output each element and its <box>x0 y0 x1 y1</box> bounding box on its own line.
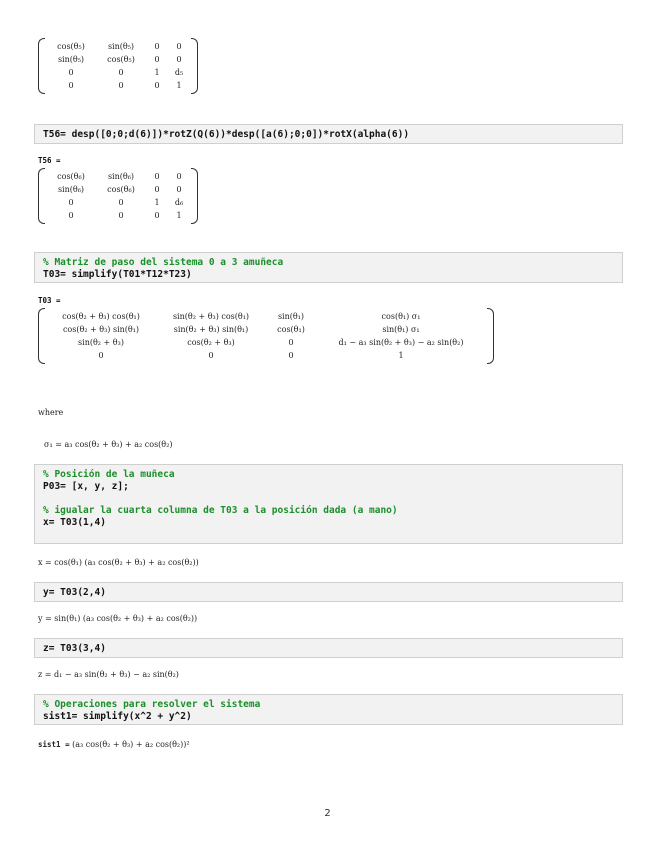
matrix-cell: d₅ <box>174 68 184 77</box>
matrix-cell: 0 <box>68 81 74 90</box>
matrix-row <box>46 170 190 183</box>
matrix-cell: cos(θ₂ + θ₃) sin(θ₁) <box>62 325 140 334</box>
output-sist1 <box>38 740 190 749</box>
code-line: y= T03(2,4) <box>43 587 106 598</box>
matrix-table <box>46 310 486 362</box>
matrix-cell: cos(θ₂ + θ₃) cos(θ₁) <box>62 312 140 321</box>
matrix-cell: 0 <box>98 351 104 360</box>
code-cell-sist1[interactable] <box>34 694 623 725</box>
matrix-t45-output <box>38 38 198 96</box>
code-cell-z[interactable] <box>34 638 623 658</box>
matrix-row <box>46 349 486 362</box>
matrix-left-paren <box>38 168 45 224</box>
matrix-cell: 0 <box>118 211 124 220</box>
matrix-cell: 0 <box>176 55 182 64</box>
matrix-cell: 1 <box>154 68 160 77</box>
matrix-row <box>46 196 190 209</box>
matrix-cell: cos(θ₂ + θ₃) <box>187 338 235 347</box>
matrix-cell: 0 <box>176 172 182 181</box>
sigma-definition: σ₁ = a₃ cos(θ₂ + θ₃) + a₂ cos(θ₂) <box>44 440 173 449</box>
matrix-t03-output <box>38 308 494 366</box>
matrix-left-paren <box>38 308 45 364</box>
code-comment: % igualar la cuarta columna de T03 a la posición dada (a mano) <box>43 505 398 516</box>
matrix-cell: sin(θ₆) <box>57 185 85 194</box>
output-y: y = sin(θ₁) (a₃ cos(θ₂ + θ₃) + a₂ cos(θ₂)) <box>38 614 198 623</box>
matrix-cell: cos(θ₅) <box>57 42 85 51</box>
matrix-cell: sin(θ₂ + θ₃) sin(θ₁) <box>173 325 249 334</box>
matrix-cell: 0 <box>154 55 160 64</box>
matrix-cell: cos(θ₆) <box>107 185 135 194</box>
output-label-t56: T56 = <box>38 156 61 165</box>
output-sist1-label: sist1 = <box>38 740 70 749</box>
output-sist1-value: (a₃ cos(θ₂ + θ₃) + a₂ cos(θ₂))² <box>72 740 190 749</box>
code-comment: % Matriz de paso del sistema 0 a 3 amuñeca <box>43 257 284 268</box>
matrix-row <box>46 79 190 92</box>
matrix-cell: 0 <box>118 81 124 90</box>
matrix-cell: sin(θ₅) <box>107 42 135 51</box>
matrix-cell: cos(θ₁) σ₁ <box>381 312 421 321</box>
matrix-row <box>46 66 190 79</box>
matrix-cell: sin(θ₆) <box>107 172 135 181</box>
code-line: T03= simplify(T01*T12*T23) <box>43 269 192 280</box>
matrix-table <box>46 40 190 92</box>
page-number: 2 <box>324 808 331 819</box>
matrix-left-paren <box>38 38 45 94</box>
matrix-cell: 0 <box>118 68 124 77</box>
matrix-cell: sin(θ₂ + θ₃) <box>78 338 124 347</box>
matrix-cell: d₆ <box>174 198 184 207</box>
matrix-right-paren <box>191 168 198 224</box>
code-line: sist1= simplify(x^2 + y^2) <box>43 711 192 722</box>
output-z: z = d₁ − a₃ sin(θ₂ + θ₃) − a₂ sin(θ₂) <box>38 670 179 679</box>
code-line: z= T03(3,4) <box>43 643 106 654</box>
matrix-right-paren <box>487 308 494 364</box>
matrix-row <box>46 183 190 196</box>
matrix-cell: 0 <box>154 42 160 51</box>
code-comment: % Operaciones para resolver el sistema <box>43 699 261 710</box>
code-line: P03= [x, y, z]; <box>43 481 129 492</box>
code-cell-y[interactable] <box>34 582 623 602</box>
matrix-cell: 0 <box>118 198 124 207</box>
output-x: x = cos(θ₁) (a₃ cos(θ₂ + θ₃) + a₂ cos(θ₂)) <box>38 558 199 567</box>
code-cell-position[interactable] <box>34 464 623 544</box>
matrix-cell: sin(θ₁) <box>277 312 305 321</box>
matrix-right-paren <box>191 38 198 94</box>
matrix-cell: sin(θ₁) σ₁ <box>382 325 420 334</box>
matrix-cell: 0 <box>154 211 160 220</box>
matrix-cell: 0 <box>288 338 294 347</box>
code-line: x= T03(1,4) <box>43 517 106 528</box>
matrix-cell: sin(θ₅) <box>57 55 85 64</box>
matrix-table <box>46 170 190 222</box>
matrix-cell: 0 <box>68 68 74 77</box>
matrix-t56-output <box>38 168 198 226</box>
matrix-cell: cos(θ₅) <box>107 55 135 64</box>
code-cell-t56[interactable] <box>34 124 623 144</box>
matrix-cell: 0 <box>176 185 182 194</box>
matrix-row <box>46 310 486 323</box>
matrix-cell: 1 <box>398 351 404 360</box>
matrix-row <box>46 209 190 222</box>
matrix-cell: cos(θ₆) <box>57 172 85 181</box>
matrix-row <box>46 53 190 66</box>
matrix-cell: d₁ − a₃ sin(θ₂ + θ₃) − a₂ sin(θ₂) <box>338 338 464 347</box>
matrix-cell: 0 <box>208 351 214 360</box>
matrix-cell: 0 <box>154 185 160 194</box>
matrix-cell: 1 <box>176 81 182 90</box>
matrix-cell: 1 <box>154 198 160 207</box>
matrix-cell: 0 <box>68 211 74 220</box>
matrix-cell: sin(θ₂ + θ₃) cos(θ₁) <box>172 312 250 321</box>
matrix-row <box>46 40 190 53</box>
matrix-cell: 0 <box>288 351 294 360</box>
matrix-cell: cos(θ₁) <box>277 325 305 334</box>
matrix-cell: 0 <box>154 81 160 90</box>
matrix-cell: 0 <box>176 42 182 51</box>
output-label-t03: T03 = <box>38 296 61 305</box>
matrix-cell: 0 <box>68 198 74 207</box>
code-cell-t03[interactable] <box>34 252 623 283</box>
matrix-cell: 1 <box>176 211 182 220</box>
matrix-row <box>46 323 486 336</box>
where-label: where <box>38 408 64 417</box>
code-line: T56= desp([0;0;d(6)])*rotZ(Q(6))*desp([a(6);0;0])*rotX(alpha(6)) <box>43 129 410 140</box>
code-comment: % Posición de la muñeca <box>43 469 175 480</box>
matrix-row <box>46 336 486 349</box>
matrix-cell: 0 <box>154 172 160 181</box>
